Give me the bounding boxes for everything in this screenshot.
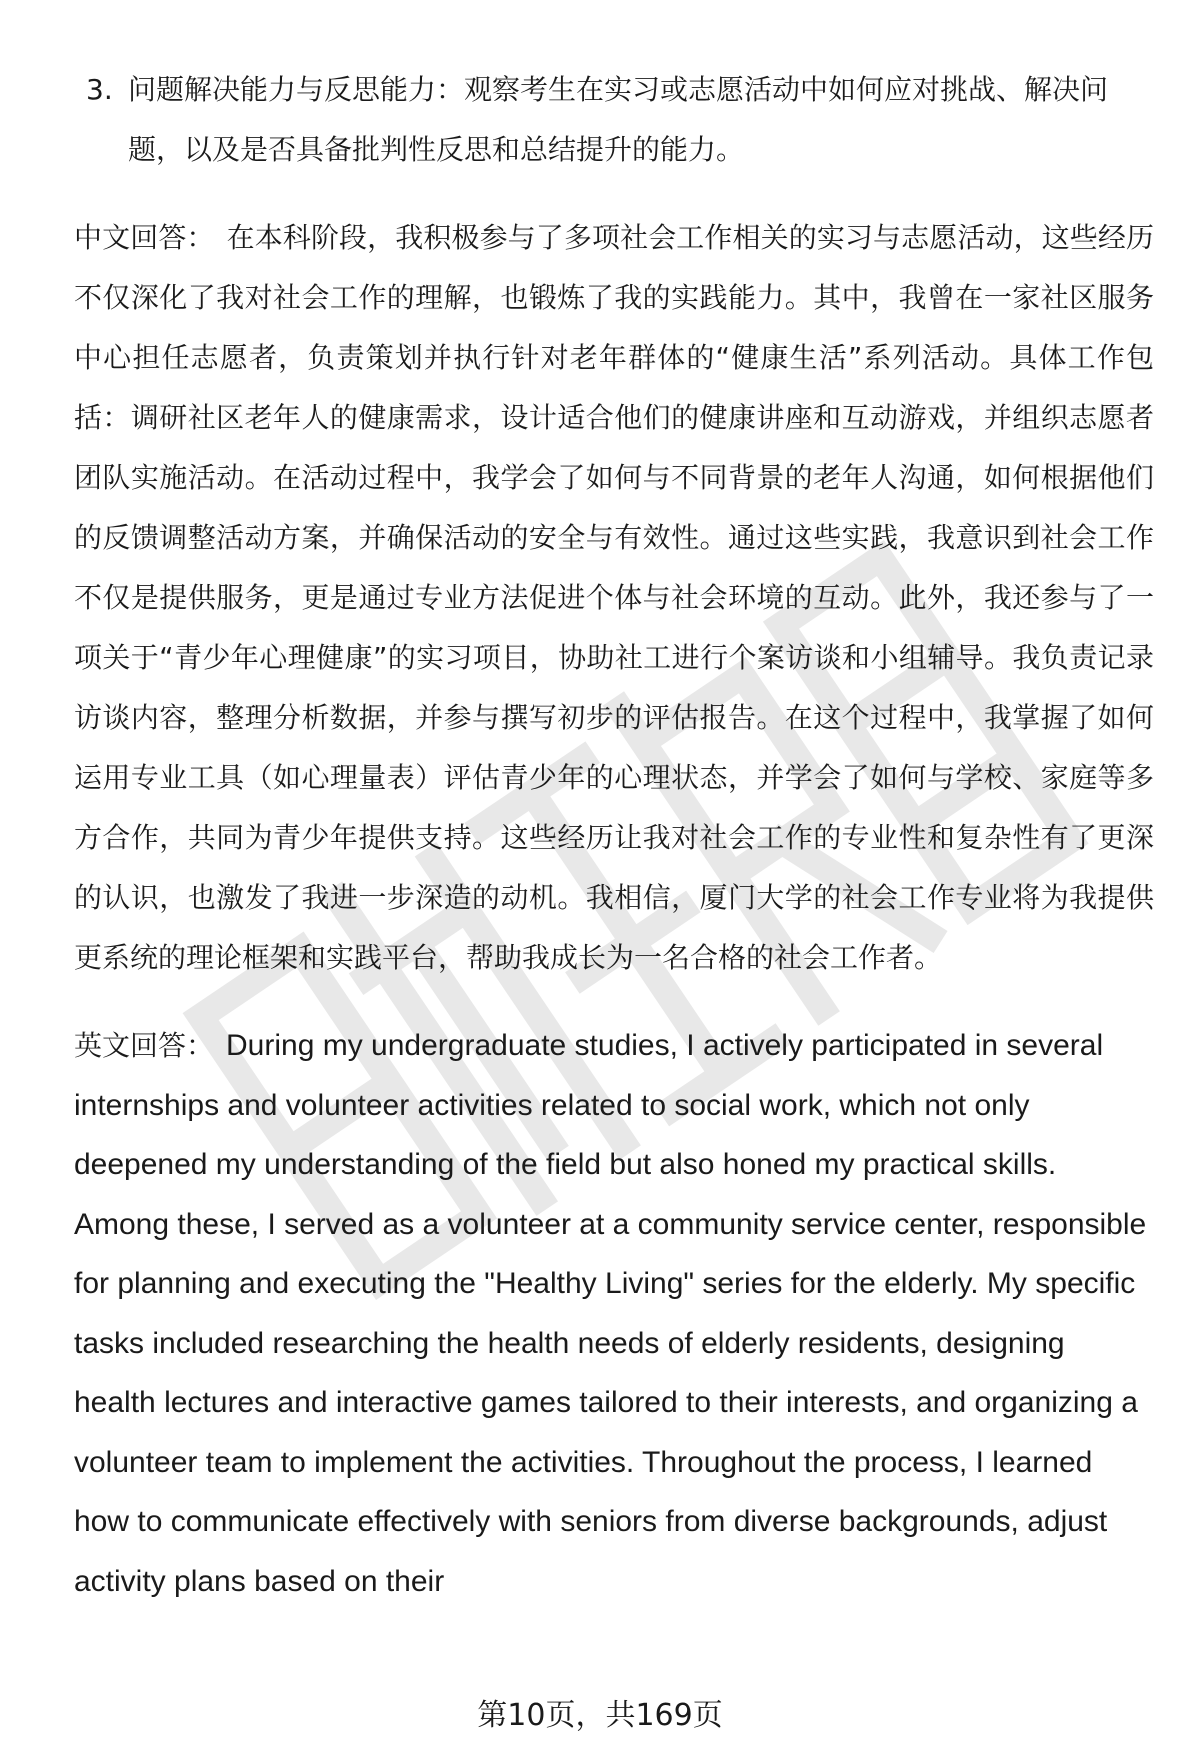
- chinese-answer-label: 中文回答：: [74, 221, 215, 254]
- page-footer: [0, 1690, 1200, 1734]
- list-item-number: 3.: [86, 73, 113, 106]
- english-answer-text: During my undergraduate studies, I actively participated in several internships and volunteer activities related to social work, which not only deepened my understanding of the field but also honed my practical skills. Among these, I served as a volunteer at a community service center, responsible for planning and executing the "Healthy Living" series for the elderly. My specific tasks included researching the health needs of elderly residents, designing health lectures and interactive games tailored to their interests, and organizing a volunteer team to implement the activities. Throughout the process, I learned how to communicate effectively with seniors from diverse backgrounds, adjust activity plans based on their: [74, 1029, 1147, 1598]
- page-number-label: 第10页，共169页: [477, 1698, 723, 1733]
- english-answer-paragraph: [74, 1016, 1154, 1611]
- chinese-answer-text: 在本科阶段，我积极参与了多项社会工作相关的实习与志愿活动，这些经历不仅深化了我对社会工作的理解，也锻炼了我的实践能力。其中，我曾在一家社区服务中心担任志愿者，负责策划并执行针对老年群体的“健康生活”系列活动。具体工作包括：调研社区老年人的健康需求，设计适合他们的健康讲座和互动游戏，并组织志愿者团队实施活动。在活动过程中，我学会了如何与不同背景的老年人沟通，如何根据他们的反馈调整活动方案，并确保活动的安全与有效性。通过这些实践，我意识到社会工作不仅是提供服务，更是通过专业方法促进个体与社会环境的互动。此外，我还参与了一项关于“青少年心理健康”的实习项目，协助社工进行个案访谈和小组辅导。我负责记录访谈内容，整理分析数据，并参与撰写初步的评估报告。在这个过程中，我掌握了如何运用专业工具（如心理量表）评估青少年的心理状态，并学会了如何与学校、家庭等多方合作，共同为青少年提供支持。这些经历让我对社会工作的专业性和复杂性有了更深的认识，也激发了我进一步深造的动机。我相信，厦门大学的社会工作专业将为我提供更系统的理论框架和实践平台，帮助我成长为一名合格的社会工作者。: [74, 221, 1154, 974]
- english-answer-label: 英文回答：: [74, 1029, 215, 1062]
- page-content: [74, 60, 1154, 1611]
- list-item-text: 问题解决能力与反思能力：观察考生在实习或志愿活动中如何应对挑战、解决问题，以及是否具备批判性反思和总结提升的能力。: [128, 73, 1109, 166]
- chinese-answer-paragraph: [74, 208, 1154, 988]
- list-item-3: [74, 60, 1154, 180]
